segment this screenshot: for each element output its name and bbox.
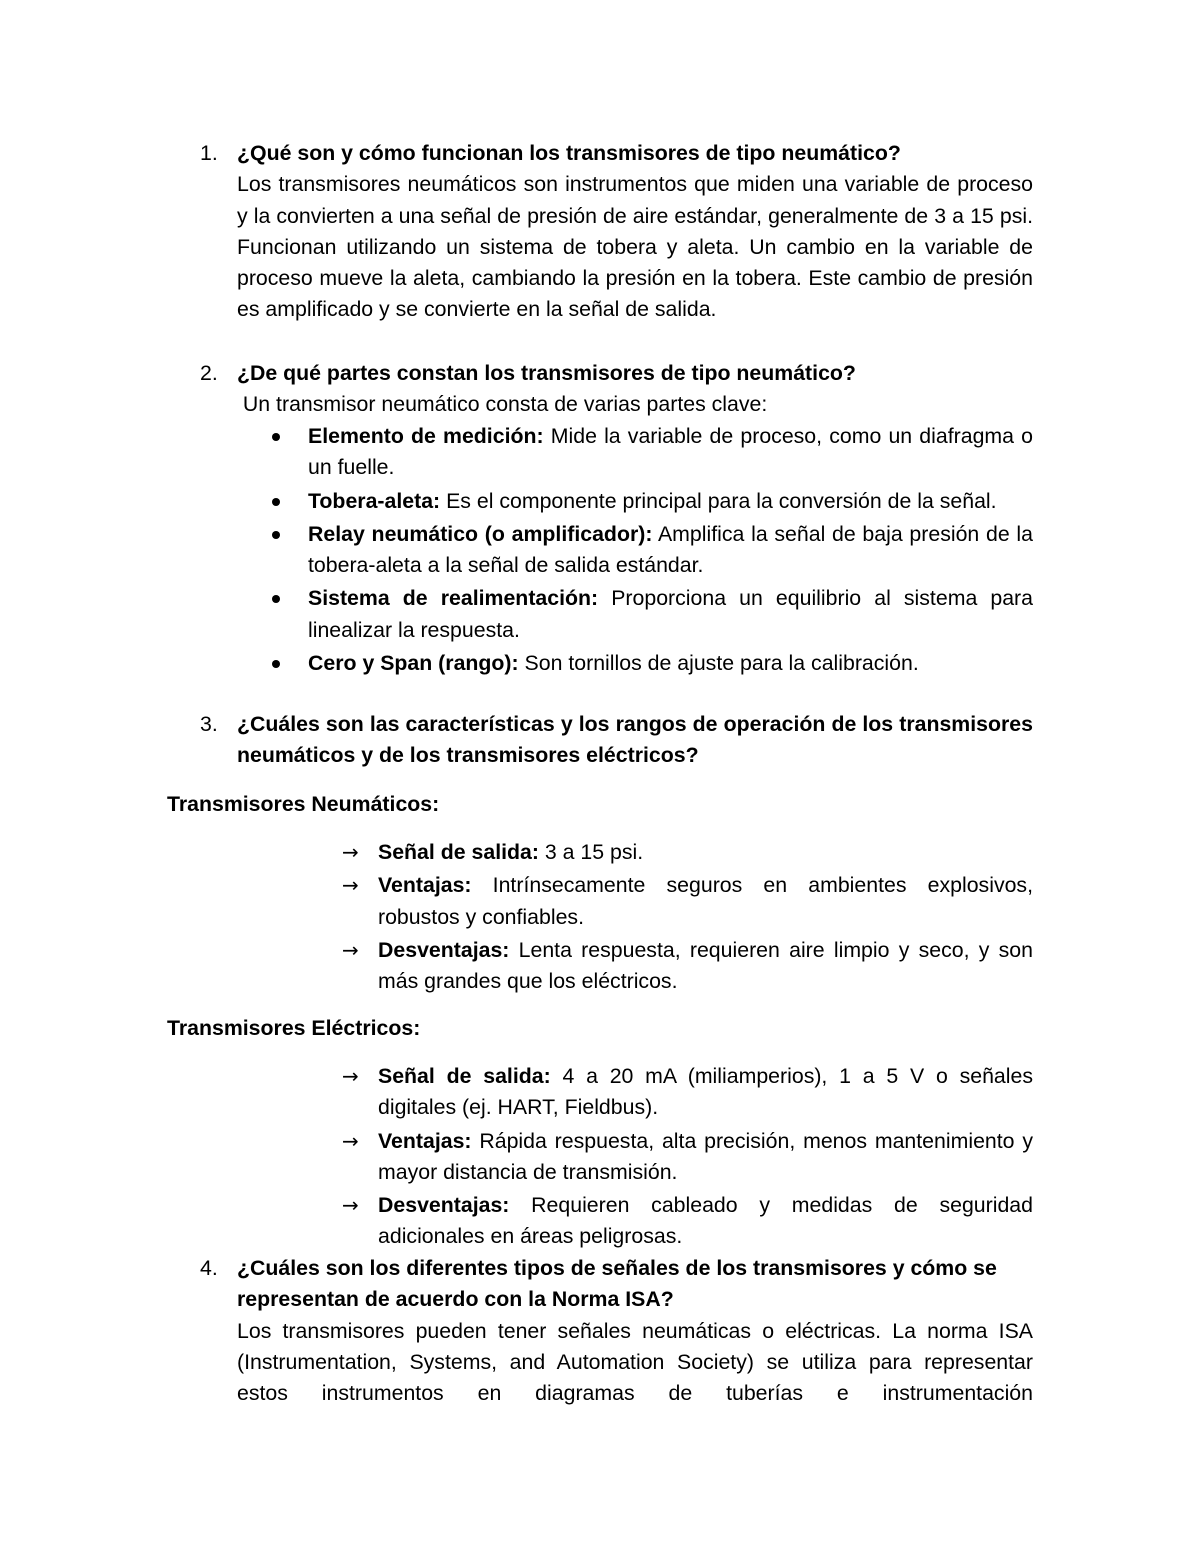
arrow-right-icon: → <box>342 840 359 864</box>
list-item <box>342 1126 1033 1189</box>
item-text: Requieren cableado y medidas de seguridad adicionales en áreas peligrosas. <box>378 1193 1033 1249</box>
question-2-intro: Un transmisor neumático consta de varias partes clave: <box>237 392 768 417</box>
item-text: Rápida respuesta, alta precisión, menos mantenimiento y mayor distancia de transmisión. <box>378 1128 1033 1184</box>
item-term: Desventajas: <box>378 937 510 962</box>
item-term: Relay neumático (o amplificador): <box>308 521 653 546</box>
question-1-answer: Los transmisores neumáticos son instrumentos que miden una variable de proceso y la convierten a una señal de presión de aire estándar, generalmente de 3 a 15 psi. Funcionan utilizando un sistema de tobera y aleta. Un cambio en la variable de proceso mueve la aleta, cambiando la presión en la tobera. Este cambio de presión es amplificado y se convierte en la señal de salida. <box>237 172 1033 322</box>
section-heading-electricos: Transmisores Eléctricos: <box>167 1016 421 1040</box>
question-4-title: ¿Cuáles son los diferentes tipos de señales de los transmisores y cómo se representan de acuerdo con la Norma ISA? <box>237 1256 997 1312</box>
item-text: Mide la variable de proceso, como un diafragma o un fuelle. <box>308 424 1033 480</box>
list-item <box>268 648 1033 679</box>
item-text: Es el componente principal para la conversión de la señal. <box>440 488 997 513</box>
list-item <box>268 486 1033 517</box>
item-term: Elemento de medición: <box>308 424 544 448</box>
item-term: Señal de salida: <box>378 1064 551 1088</box>
question-3-number: 3. <box>200 712 218 736</box>
item-text: Amplifica la señal de baja presión de la tobera-aleta a la señal de salida estándar. <box>308 521 1033 578</box>
question-1-title: ¿Qué son y cómo funcionan los transmisores de tipo neumático? <box>237 141 901 165</box>
parts-list <box>268 421 1033 679</box>
question-4-number: 4. <box>200 1256 218 1280</box>
list-item <box>342 1190 1033 1253</box>
question-4-answer: Los transmisores pueden tener señales neumáticas o eléctricas. La norma ISA (Instrumentation, Systems, and Automation Society) se utiliza para representar estos instrumentos en diagramas de tuberías e instrumentación <box>237 1318 1033 1406</box>
bullet-icon <box>272 595 280 603</box>
question-2-title: ¿De qué partes constan los transmisores de tipo neumático? <box>237 361 856 385</box>
bullet-icon <box>272 433 280 441</box>
item-term: Ventajas: <box>378 1128 472 1153</box>
arrow-right-icon: → <box>342 937 359 962</box>
question-3-title: ¿Cuáles son las características y los rangos de operación de los transmisores neumáticos y de los transmisores eléctricos? <box>237 712 1033 768</box>
arrow-right-icon: → <box>342 1064 359 1088</box>
arrow-right-icon: → <box>342 1193 359 1218</box>
item-text: Lenta respuesta, requieren aire limpio y seco, y son más grandes que los eléctricos. <box>378 937 1033 994</box>
list-item <box>342 837 1033 868</box>
question-2-number: 2. <box>200 361 218 385</box>
bullet-icon <box>272 498 280 506</box>
list-item <box>342 1061 1033 1124</box>
arrow-right-icon: → <box>342 1128 359 1153</box>
item-term: Ventajas: <box>378 873 472 898</box>
item-text: 3 a 15 psi. <box>538 840 644 864</box>
neumaticos-list <box>342 837 1033 997</box>
arrow-right-icon: → <box>342 873 359 898</box>
item-text: Proporciona un equilibrio al sistema para linealizar la respuesta. <box>308 586 1033 642</box>
electricos-list <box>342 1061 1033 1253</box>
list-item <box>268 421 1033 484</box>
item-term: Sistema de realimentación: <box>308 586 599 611</box>
item-text: 4 a 20 mA (miliamperios), 1 a 5 V o señales digitales (ej. HART, Fieldbus). <box>378 1064 1033 1120</box>
item-text: Intrínsecamente seguros en ambientes explosivos, robustos y confiables. <box>378 873 1033 929</box>
item-term: Cero y Span (rango): <box>308 651 519 676</box>
item-term: Señal de salida: <box>378 840 539 864</box>
list-item <box>342 870 1033 933</box>
list-item <box>268 519 1033 582</box>
question-1-number: 1. <box>200 141 218 165</box>
item-term: Desventajas: <box>378 1193 510 1218</box>
bullet-icon <box>272 660 280 668</box>
section-heading-neumaticos: Transmisores Neumáticos: <box>167 792 440 816</box>
list-item <box>268 583 1033 646</box>
bullet-icon <box>272 531 280 539</box>
item-text: Son tornillos de ajuste para la calibración. <box>518 651 919 676</box>
list-item <box>342 935 1033 998</box>
item-term: Tobera-aleta: <box>308 488 441 513</box>
